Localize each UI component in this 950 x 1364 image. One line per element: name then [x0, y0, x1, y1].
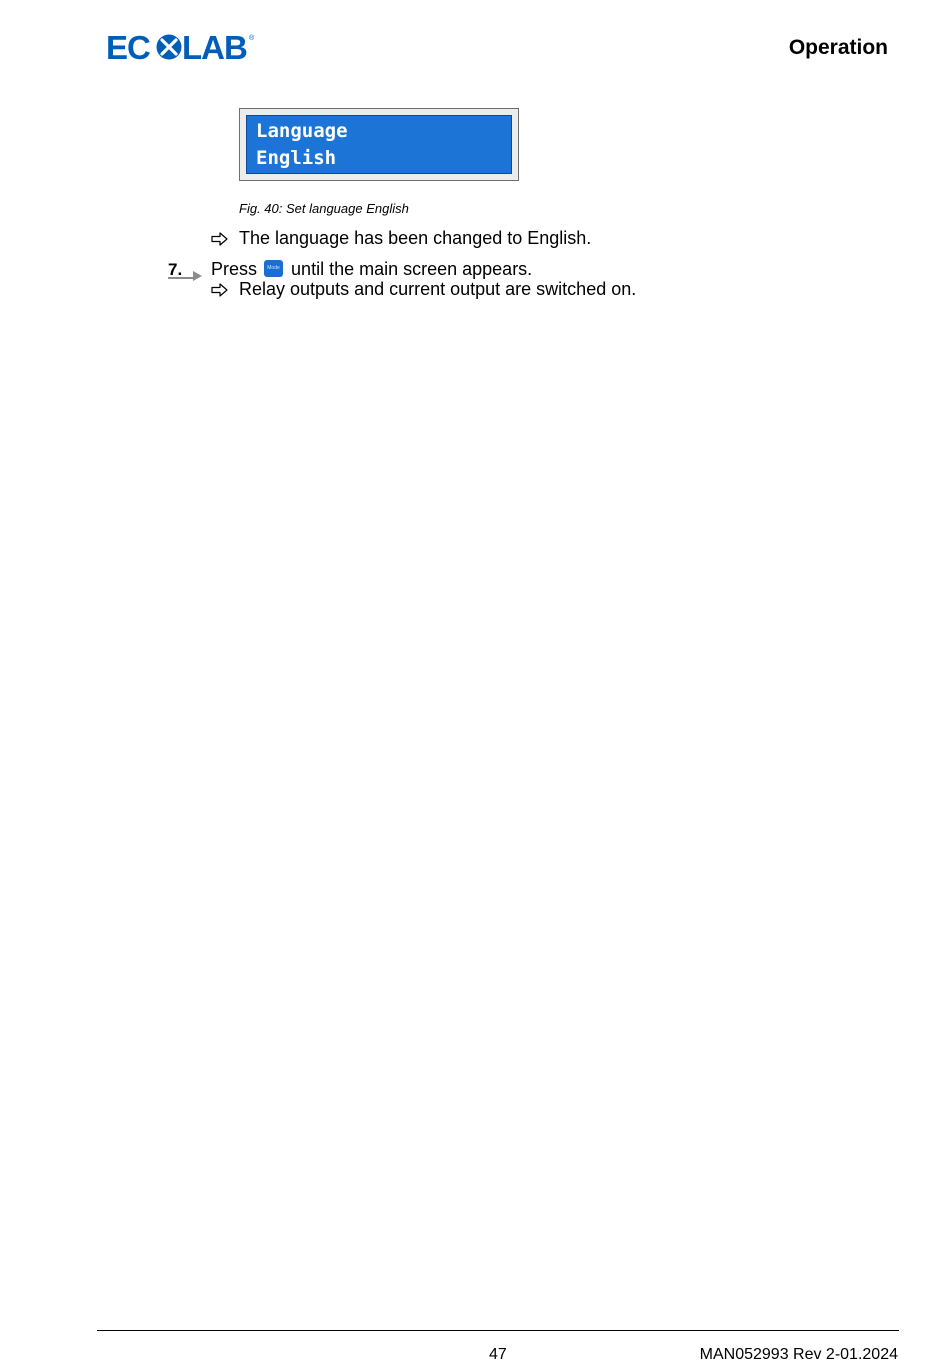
document-id: MAN052993 Rev 2-01.2024 — [699, 1346, 898, 1363]
step-arrow-icon — [168, 266, 204, 282]
footer-divider — [97, 1330, 899, 1331]
result-language-changed: The language has been changed to English. — [239, 228, 592, 248]
mode-key-icon: Mode — [264, 260, 283, 277]
lcd-line-1: Language — [256, 120, 348, 142]
svg-text:LAB: LAB — [182, 30, 247, 64]
display-figure — [239, 108, 519, 181]
step-number: 7. — [168, 260, 183, 279]
step-text-after: until the main screen appears. — [291, 259, 533, 279]
step-text-before: Press — [211, 259, 258, 279]
svg-text:®: ® — [249, 35, 255, 42]
figure-caption: Fig. 40: Set language English — [239, 201, 409, 216]
result-arrow-icon — [211, 283, 229, 297]
step-instruction — [211, 259, 532, 280]
ecolab-logo — [106, 30, 258, 64]
result-arrow-icon — [211, 232, 229, 246]
svg-text:EC: EC — [106, 30, 150, 64]
page-number: 47 — [489, 1346, 507, 1363]
lcd-screen — [246, 115, 512, 174]
lcd-line-2: English — [256, 147, 337, 169]
section-title: Operation — [788, 36, 888, 59]
step-result: Relay outputs and current output are switched on. — [239, 279, 637, 299]
